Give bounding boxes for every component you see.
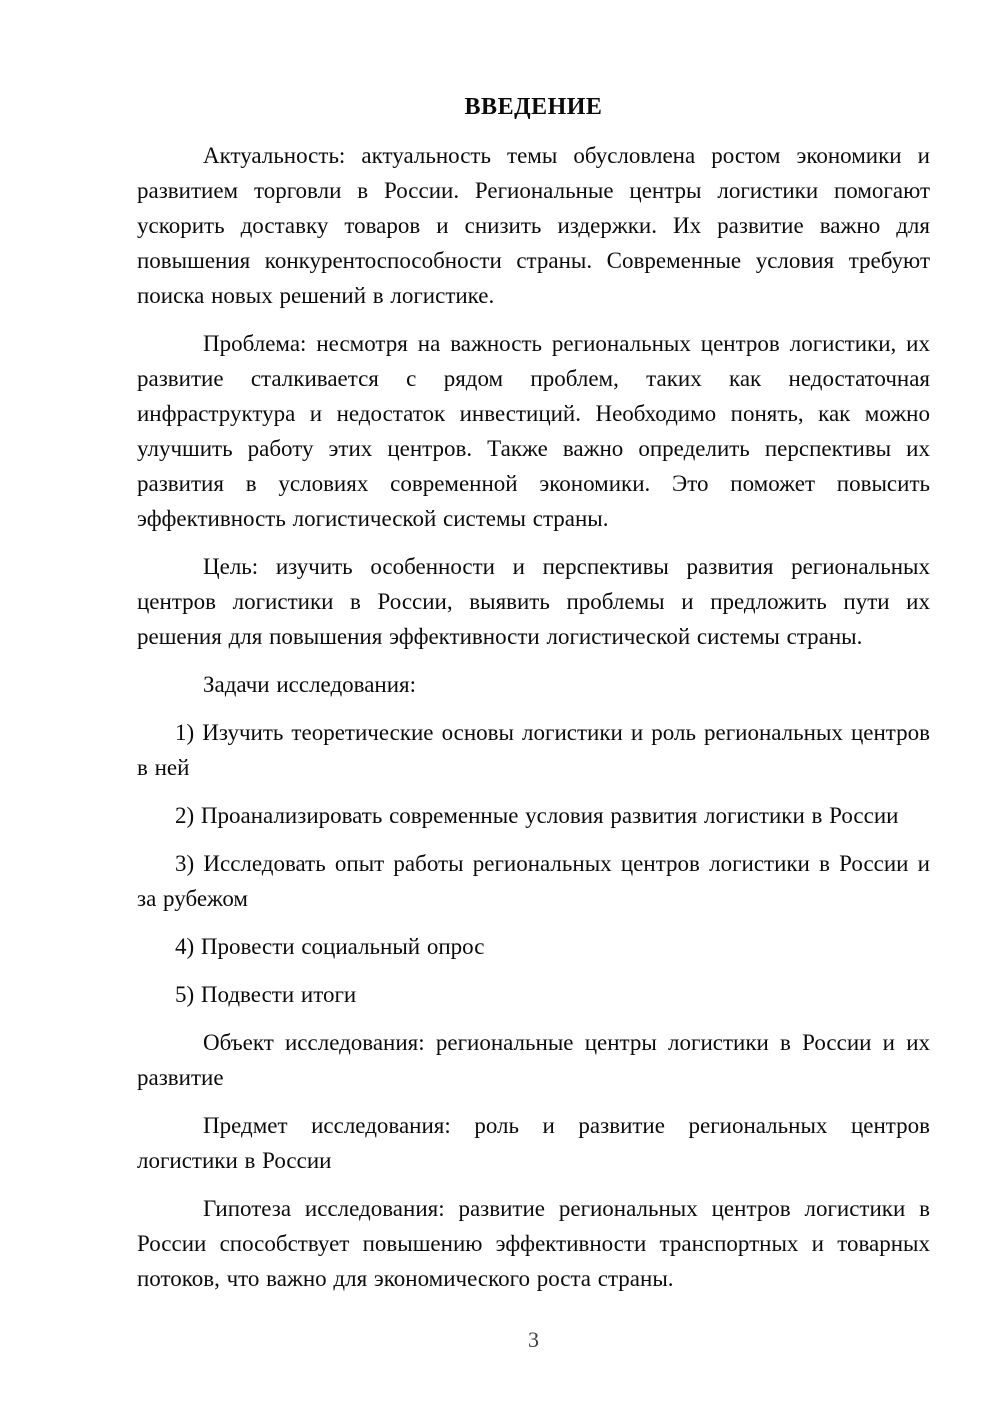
task-list-item-3: 3) Исследовать опыт работы региональных центров логистики в России и за рубежом <box>137 851 930 911</box>
task-list-item-1: 1) Изучить теоретические основы логистики и роль региональных центров в ней <box>137 720 930 780</box>
page-number: 3 <box>528 1327 539 1352</box>
task-list-item-4: 4) Провести социальный опрос <box>175 934 485 959</box>
page-title: ВВЕДЕНИЕ <box>464 94 603 120</box>
paragraph-tasks-heading: Задачи исследования: <box>203 672 417 697</box>
paragraph-problem: Проблема: несмотря на важность региональных центров логистики, их развитие сталкивается с рядом проблем, таких как недостаточная инфраструктура и недостаток инвестиций. Необходимо понять, как можно улучшить работу этих центров. Также важно определить перспективы их развития в условиях современной экономики. Это поможет повысить эффективность логистической системы страны. <box>137 331 930 531</box>
document-body <box>137 90 930 1309</box>
paragraph-subject: Предмет исследования: роль и развитие региональных центров логистики в России <box>137 1113 930 1173</box>
task-list-item-2: 2) Проанализировать современные условия развития логистики в России <box>175 803 899 828</box>
paragraph-object: Объект исследования: региональные центры логистики в России и их развитие <box>137 1030 930 1090</box>
paragraph-hypothesis: Гипотеза исследования: развитие региональных центров логистики в России способствует повышению эффективности транспортных и товарных потоков, что важно для экономического роста страны. <box>137 1196 930 1291</box>
paragraph-goal: Цель: изучить особенности и перспективы развития региональных центров логистики в России, выявить проблемы и предложить пути их решения для повышения эффективности логистической системы страны. <box>137 554 930 649</box>
task-list-item-5: 5) Подвести итоги <box>175 982 357 1007</box>
paragraph-relevance: Актуальность: актуальность темы обусловлена ростом экономики и развитием торговли в России. Региональные центры логистики помогают ускорить доставку товаров и снизить издержки. Их развитие важно для повышения конкурентоспособности страны. Современные условия требуют поиска новых решений в логистике. <box>137 143 930 308</box>
